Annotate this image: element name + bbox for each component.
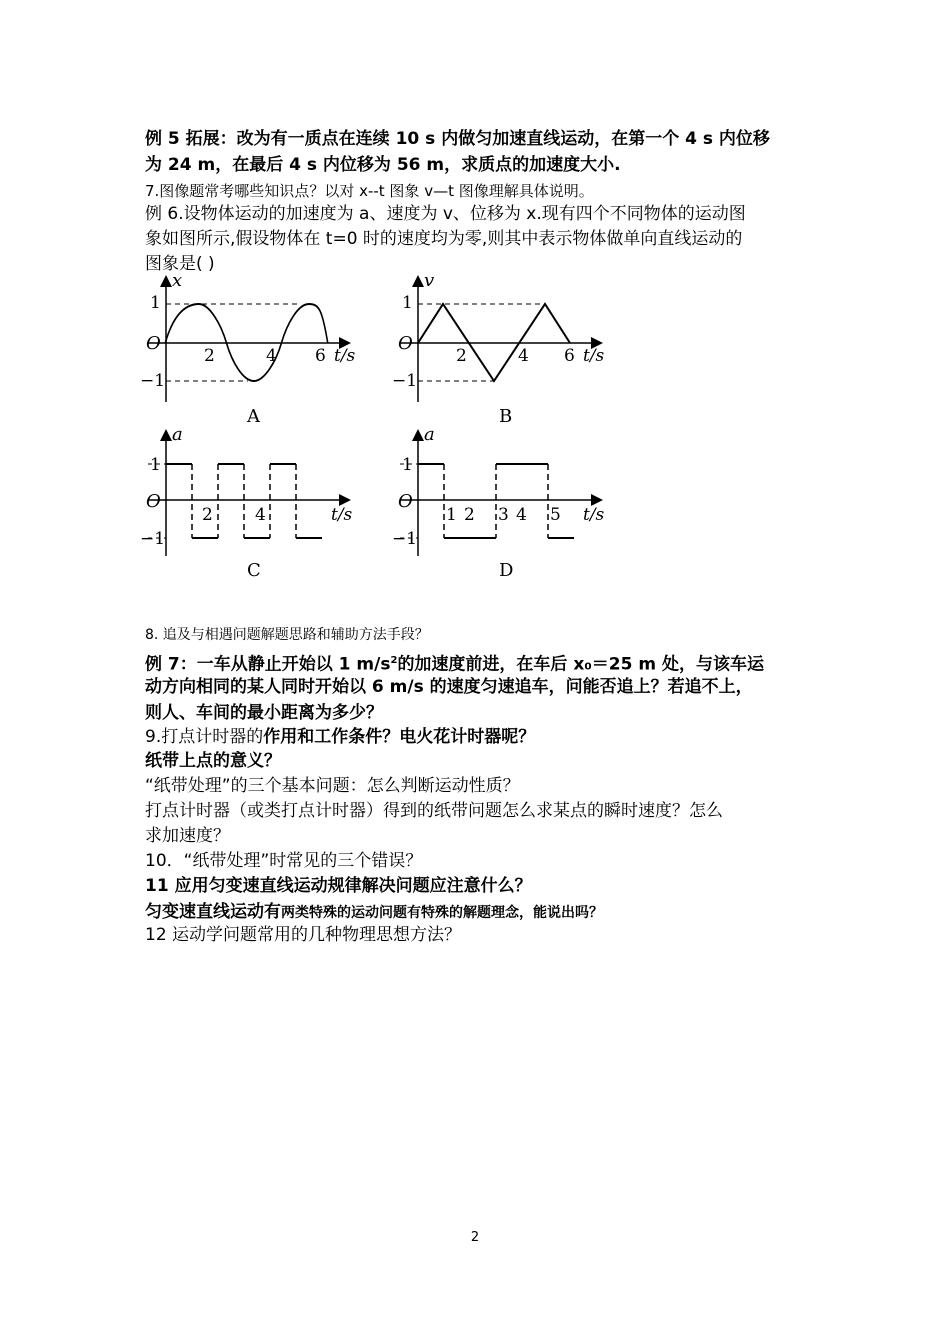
graph-d	[390, 426, 610, 586]
graph-c-caption: C	[247, 560, 261, 581]
special-motion-line-a: 匀变速直线运动有	[145, 902, 281, 922]
graph-b-tick-6: 6	[564, 346, 575, 366]
graph-d-yneg: −1	[392, 529, 418, 549]
graph-c-ypos: 1	[150, 455, 161, 475]
timer-question-line1: 打点计时器（或类打点计时器）得到的纸带问题怎么求某点的瞬时速度？怎么	[145, 801, 723, 821]
graph-a-ypos: 1	[150, 293, 161, 313]
graph-d-tick-3: 3	[498, 505, 509, 525]
graph-d-tick-5: 5	[550, 505, 561, 525]
example7-line1-b: 的加速度前进，在车后 x₀＝25 m 处，与该车运	[397, 654, 764, 675]
graph-d-xlabel: t/s	[583, 505, 605, 525]
graph-d-tick-4: 4	[516, 505, 527, 525]
example7-line3: 则人、车间的最小距离为多少？	[145, 703, 383, 723]
example5-line1: 例 5 拓展：改为有一质点在连续 10 s 内做匀加速直线运动，在第一个 4 s 内位移	[145, 129, 770, 149]
graph-a-tick-4: 4	[266, 346, 277, 366]
graph-b-origin: O	[398, 333, 413, 354]
graph-b-tick-4: 4	[518, 346, 529, 366]
graph-d-ylabel: a	[424, 426, 435, 445]
example6-line2: 象如图所示,假设物体在 t=0 时的速度均为零,则其中表示物体做单向直线运动的	[145, 229, 743, 249]
graph-b	[390, 272, 610, 432]
graph-c-tick-2: 2	[202, 505, 213, 525]
question9-line-b: 作用和工作条件？电火花计时器呢？	[263, 727, 536, 747]
graph-d-tick-2: 2	[464, 505, 475, 525]
graph-a-tick-6: 6	[315, 346, 326, 366]
example5-line2: 为 24 m，在最后 4 s 内位移为 56 m，求质点的加速度大小.	[145, 155, 621, 175]
graph-b-ypos: 1	[402, 293, 413, 313]
graph-b-xlabel: t/s	[583, 346, 605, 366]
tape-processing-line: “纸带处理”的三个基本问题：怎么判断运动性质？	[145, 776, 520, 796]
example7-line1-sup: 2	[390, 655, 398, 666]
graph-d-caption: D	[499, 560, 514, 581]
graph-b-caption: B	[499, 406, 513, 427]
example6-line1: 例 6.设物体运动的加速度为 a、速度为 v、位移为 x.现有四个不同物体的运动图	[145, 204, 746, 224]
question10-line: 10．“纸带处理”时常见的三个错误？	[145, 851, 423, 871]
graph-c-ylabel: a	[172, 426, 183, 445]
graph-a-origin: O	[146, 333, 161, 354]
graph-c-origin: O	[146, 491, 161, 512]
timer-question-line2: 求加速度？	[145, 826, 230, 846]
question11-line: 11 应用匀变速直线运动规律解决问题应注意什么？	[145, 876, 532, 896]
question12-line: 12 运动学问题常用的几种物理思想方法？	[145, 925, 462, 945]
graph-b-tick-2: 2	[456, 346, 467, 366]
graph-a-xlabel: t/s	[334, 346, 356, 366]
graph-d-origin: O	[398, 491, 413, 512]
graph-a-ylabel: x	[172, 272, 183, 291]
graph-b-ylabel: v	[424, 272, 435, 291]
tape-dots-line: 纸带上点的意义？	[145, 751, 281, 771]
graph-a-tick-2: 2	[204, 346, 215, 366]
graph-c-xlabel: t/s	[331, 505, 353, 525]
question9-line	[145, 724, 535, 750]
graph-a	[138, 272, 358, 432]
page-number: 2	[470, 1230, 480, 1245]
graph-a-caption: A	[247, 406, 260, 427]
graph-c	[138, 426, 358, 586]
question8-line: 8. 追及与相遇问题解题思路和辅助方法手段？	[145, 627, 429, 643]
example6-line3: 图象是( )	[145, 254, 215, 274]
graph-d-ypos: 1	[402, 455, 413, 475]
graph-c-yneg: −1	[140, 529, 166, 549]
example7-line2: 动方向相同的某人同时开始以 6 m/s 的速度匀速追车，问能否追上？若追不上，	[145, 677, 753, 697]
graph-c-tick-4: 4	[255, 505, 266, 525]
graph-b-yneg: −1	[392, 371, 418, 391]
question9-line-a: 9.打点计时器的	[145, 727, 264, 747]
graph-d-tick-1: 1	[446, 505, 457, 525]
special-motion-line-b: 两类特殊的运动问题有特殊的解题理念，能说出吗？	[281, 905, 603, 921]
question7-line: 7.图像题常考哪些知识点？以对 x--t 图象 v—t 图像理解具体说明。	[145, 182, 594, 200]
example7-line1-a: 例 7：一车从静止开始以 1 m/s	[145, 654, 391, 675]
graph-a-yneg: −1	[140, 371, 166, 391]
